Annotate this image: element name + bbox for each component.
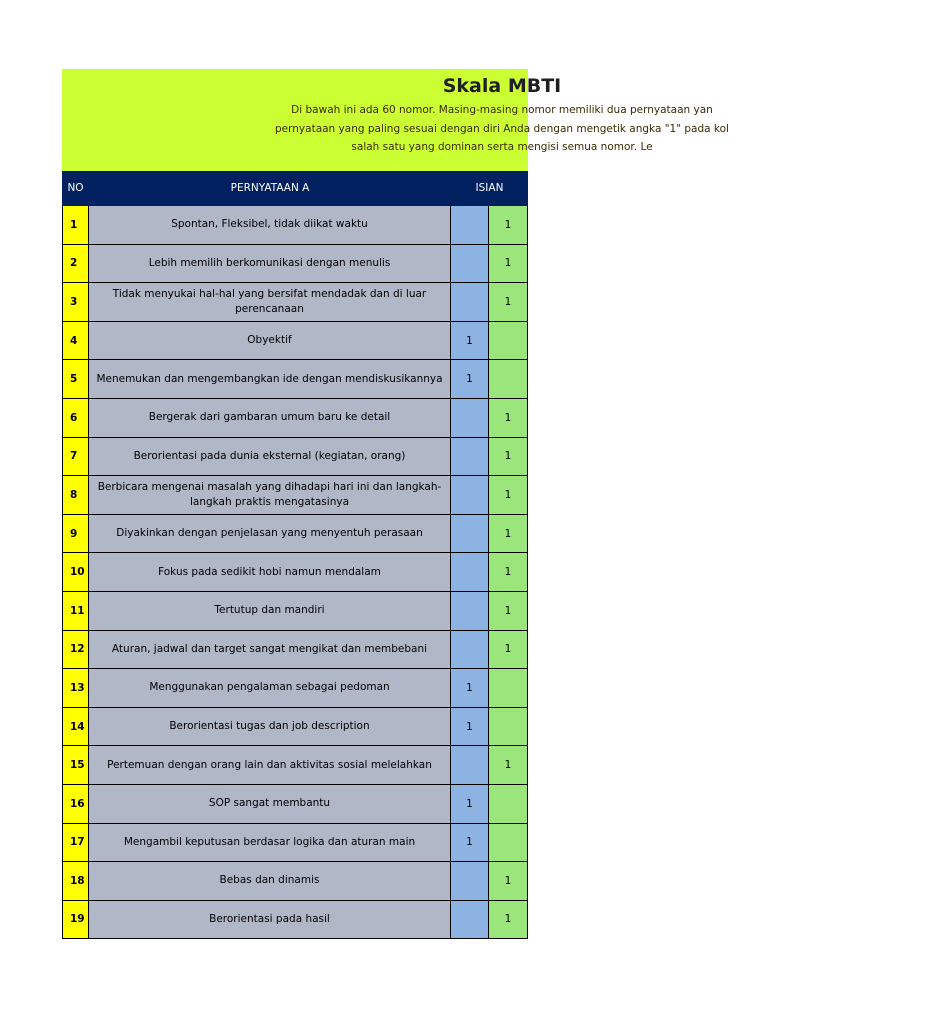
table-row <box>62 360 528 399</box>
intro-line-2: pernyataan yang paling sesuai dengan diri Anda dengan mengetik angka "1" pada kol <box>275 123 729 135</box>
row-number-cell: 17 <box>62 824 89 863</box>
isian-b-cell[interactable] <box>489 785 528 824</box>
statement-a-cell: Berbicara mengenai masalah yang dihadapi hari ini dan langkah-langkah praktis mengatasinya <box>89 476 451 515</box>
sheet-header <box>62 69 729 171</box>
isian-b-cell[interactable]: 1 <box>489 862 528 901</box>
table-row <box>62 669 528 708</box>
intro-line-1: Di bawah ini ada 60 nomor. Masing-masing nomor memiliki dua pernyataan yan <box>291 104 713 116</box>
column-header-statement-a: PERNYATAAN A <box>230 182 310 194</box>
isian-b-cell[interactable] <box>489 824 528 863</box>
isian-a-cell[interactable] <box>451 553 489 592</box>
isian-a-cell[interactable]: 1 <box>451 785 489 824</box>
table-row <box>62 862 528 901</box>
statement-a-cell: Berorientasi tugas dan job description <box>89 708 451 747</box>
statement-a-cell: Bebas dan dinamis <box>89 862 451 901</box>
table-row <box>62 785 528 824</box>
statement-a-cell: Lebih memilih berkomunikasi dengan menulis <box>89 245 451 284</box>
isian-b-cell[interactable]: 1 <box>489 206 528 245</box>
row-number-cell: 1 <box>62 206 89 245</box>
isian-b-cell[interactable]: 1 <box>489 515 528 554</box>
isian-b-cell[interactable] <box>489 360 528 399</box>
table-row <box>62 283 528 322</box>
isian-b-cell[interactable]: 1 <box>489 283 528 322</box>
isian-a-cell[interactable] <box>451 746 489 785</box>
table-row <box>62 824 528 863</box>
isian-a-cell[interactable]: 1 <box>451 708 489 747</box>
table-row <box>62 553 528 592</box>
table-row <box>62 399 528 438</box>
isian-b-cell[interactable]: 1 <box>489 901 528 940</box>
isian-a-cell[interactable] <box>451 245 489 284</box>
isian-b-cell[interactable] <box>489 322 528 361</box>
row-number-cell: 5 <box>62 360 89 399</box>
statement-a-cell: Mengambil keputusan berdasar logika dan aturan main <box>89 824 451 863</box>
row-number-cell: 12 <box>62 631 89 670</box>
isian-a-cell[interactable] <box>451 901 489 940</box>
column-header-isian: ISIAN <box>475 182 504 194</box>
row-number-cell: 7 <box>62 438 89 477</box>
table-row <box>62 245 528 284</box>
statement-a-cell: Menggunakan pengalaman sebagai pedoman <box>89 669 451 708</box>
statement-a-cell: Obyektif <box>89 322 451 361</box>
row-number-cell: 19 <box>62 901 89 940</box>
statement-a-cell: Menemukan dan mengembangkan ide dengan mendiskusikannya <box>89 360 451 399</box>
row-number-cell: 9 <box>62 515 89 554</box>
statement-a-cell: Pertemuan dengan orang lain dan aktivitas sosial melelahkan <box>89 746 451 785</box>
isian-a-cell[interactable] <box>451 631 489 670</box>
isian-a-cell[interactable] <box>451 438 489 477</box>
isian-b-cell[interactable] <box>489 669 528 708</box>
table-row <box>62 438 528 477</box>
intro-line-3: salah satu yang dominan serta mengisi semua nomor. Le <box>351 141 653 153</box>
statement-a-cell: SOP sangat membantu <box>89 785 451 824</box>
isian-a-cell[interactable] <box>451 283 489 322</box>
table-row <box>62 708 528 747</box>
isian-b-cell[interactable] <box>489 708 528 747</box>
table-row <box>62 206 528 245</box>
isian-b-cell[interactable]: 1 <box>489 553 528 592</box>
isian-a-cell[interactable]: 1 <box>451 360 489 399</box>
statement-a-cell: Fokus pada sedikit hobi namun mendalam <box>89 553 451 592</box>
table-row <box>62 746 528 785</box>
row-number-cell: 18 <box>62 862 89 901</box>
isian-b-cell[interactable]: 1 <box>489 245 528 284</box>
row-number-cell: 14 <box>62 708 89 747</box>
column-header-row <box>62 171 528 206</box>
row-number-cell: 2 <box>62 245 89 284</box>
table-row <box>62 631 528 670</box>
statement-a-cell: Tidak menyukai hal-hal yang bersifat mendadak dan di luar perencanaan <box>89 283 451 322</box>
table-row <box>62 592 528 631</box>
isian-a-cell[interactable] <box>451 515 489 554</box>
row-number-cell: 11 <box>62 592 89 631</box>
isian-b-cell[interactable]: 1 <box>489 438 528 477</box>
row-number-cell: 4 <box>62 322 89 361</box>
isian-a-cell[interactable] <box>451 862 489 901</box>
table-row <box>62 901 528 940</box>
row-number-cell: 3 <box>62 283 89 322</box>
statement-a-cell: Spontan, Fleksibel, tidak diikat waktu <box>89 206 451 245</box>
table-row <box>62 322 528 361</box>
statement-a-cell: Aturan, jadwal dan target sangat mengikat dan membebani <box>89 631 451 670</box>
row-number-cell: 6 <box>62 399 89 438</box>
sheet-title: Skala MBTI <box>442 75 562 97</box>
row-number-cell: 16 <box>62 785 89 824</box>
isian-a-cell[interactable]: 1 <box>451 669 489 708</box>
row-number-cell: 15 <box>62 746 89 785</box>
isian-a-cell[interactable]: 1 <box>451 322 489 361</box>
statement-a-cell: Diyakinkan dengan penjelasan yang menyentuh perasaan <box>89 515 451 554</box>
isian-a-cell[interactable] <box>451 476 489 515</box>
statement-a-cell: Bergerak dari gambaran umum baru ke detail <box>89 399 451 438</box>
statement-a-cell: Berorientasi pada hasil <box>89 901 451 940</box>
statement-a-cell: Tertutup dan mandiri <box>89 592 451 631</box>
statement-a-cell: Berorientasi pada dunia eksternal (kegiatan, orang) <box>89 438 451 477</box>
row-number-cell: 8 <box>62 476 89 515</box>
statement-table-body <box>62 206 528 939</box>
isian-b-cell[interactable]: 1 <box>489 399 528 438</box>
isian-a-cell[interactable] <box>451 206 489 245</box>
isian-a-cell[interactable] <box>451 592 489 631</box>
isian-b-cell[interactable]: 1 <box>489 746 528 785</box>
table-row <box>62 476 528 515</box>
row-number-cell: 10 <box>62 553 89 592</box>
isian-a-cell[interactable] <box>451 399 489 438</box>
isian-a-cell[interactable]: 1 <box>451 824 489 863</box>
isian-b-cell[interactable]: 1 <box>489 476 528 515</box>
table-row <box>62 515 528 554</box>
column-header-no: NO <box>67 182 84 194</box>
isian-b-cell[interactable]: 1 <box>489 592 528 631</box>
isian-b-cell[interactable]: 1 <box>489 631 528 670</box>
row-number-cell: 13 <box>62 669 89 708</box>
